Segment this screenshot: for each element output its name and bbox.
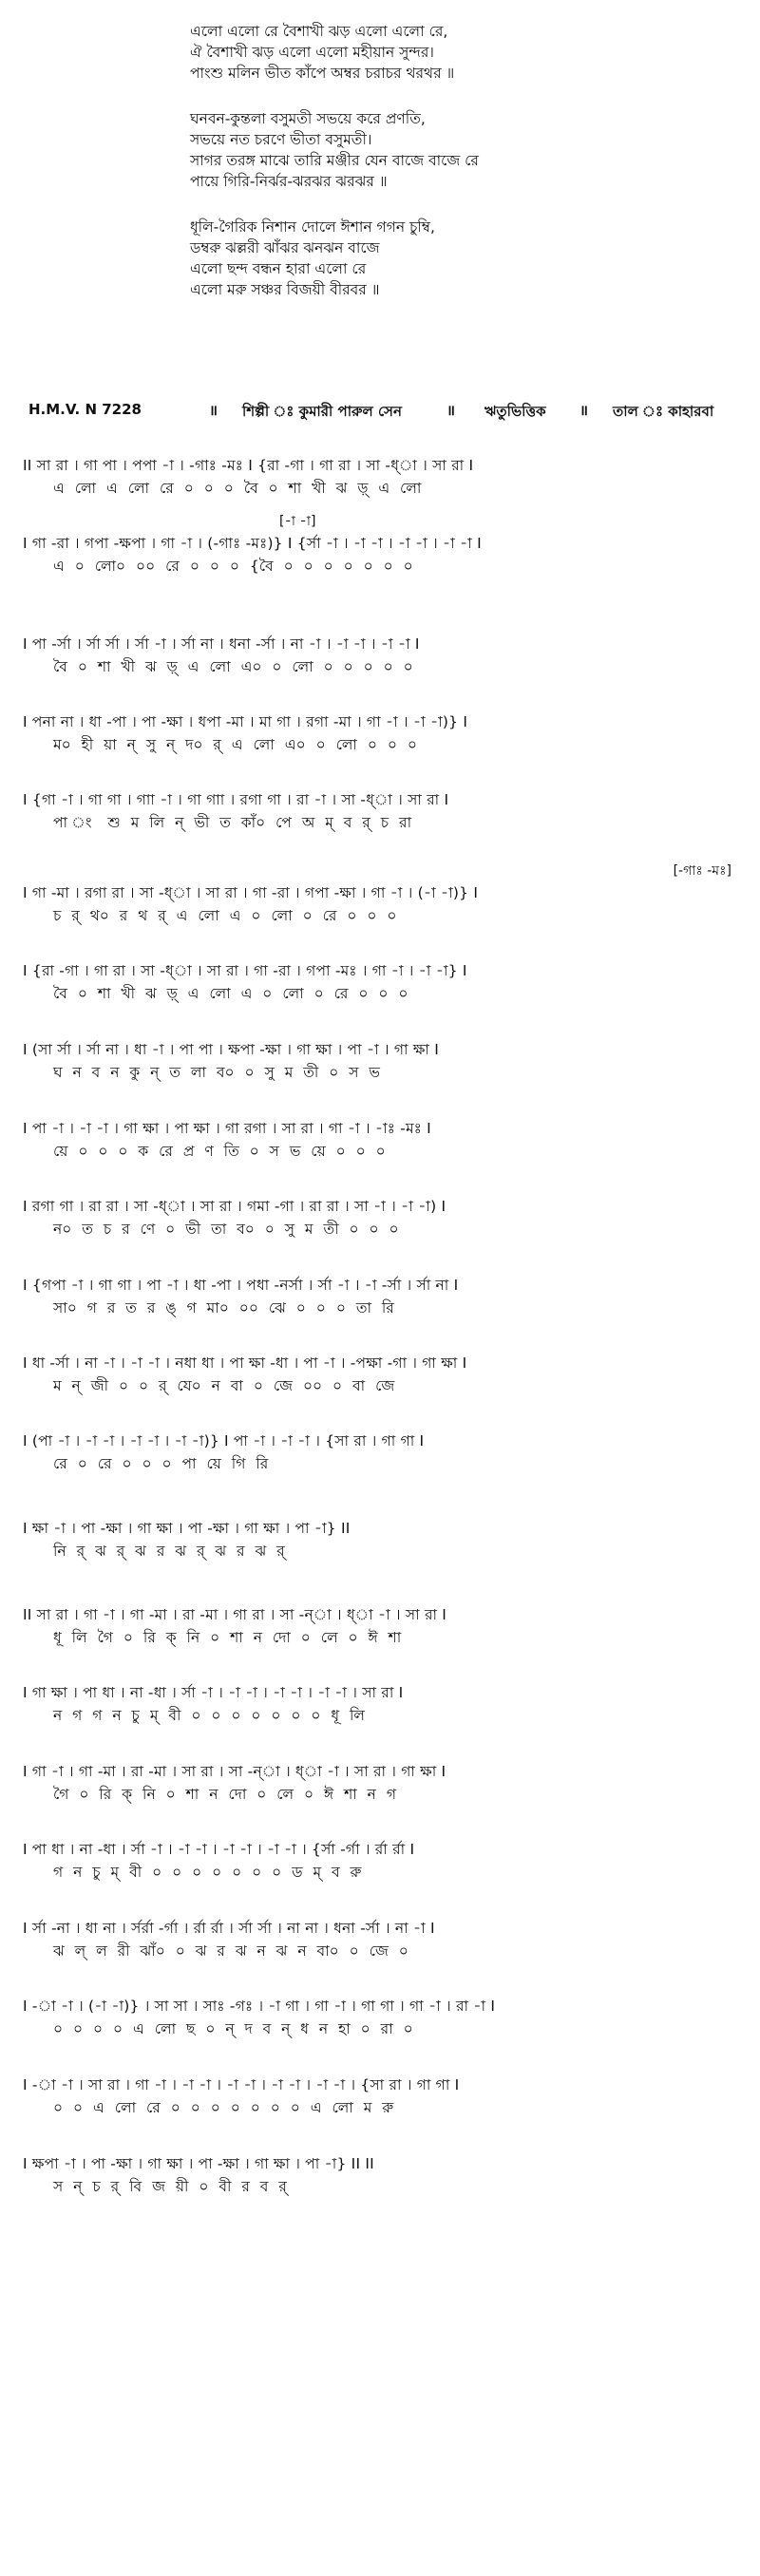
notation-block xyxy=(23,1995,745,2040)
notation-lyric-line: ঘ ন ব ন কু ন্ ত লা ব০ ০ সু ম তী ০ স ভ xyxy=(53,1064,380,1081)
poem-lyrics xyxy=(190,21,722,325)
notation-block xyxy=(23,2074,745,2119)
notation-block xyxy=(23,1681,745,1727)
artist-name: শিল্পী ঃ কুমারী পারুল সেন xyxy=(242,403,402,420)
notation-lyric-line: চ র্ থ০ র থ র্ এ লো এ ০ লো ০ রে ০ ০ ০ xyxy=(53,907,397,924)
poem-line: এলো মরু সঞ্চর বিজয়ী বীরবর ॥ xyxy=(190,281,380,298)
header-separator: ॥ xyxy=(580,402,588,419)
notation-swara-line: I গা -মা । রগা রা । সা -ধ্া । সা রা । গা -রা । গপা -ক্ষা । গা -া । (-া -া)} I xyxy=(23,884,479,901)
notation-swara-line: I -া -া । সা রা । গা -া । -া -া । -া -া । -া -া । -া -া । {সা রা । গা গা I xyxy=(23,2076,460,2093)
notation-lyric-line: ন গ গ ন চু ম্ বী ০ ০ ০ ০ ০ ০ ০ ধূ লি xyxy=(53,1707,365,1724)
poem-stanza-2 xyxy=(190,108,722,192)
notation-lyric-line: রে ০ রে ০ ০ ০ পা য়ে গি রি xyxy=(53,1455,269,1472)
notation-block xyxy=(23,788,745,834)
notation-swara-line: II সা রা । গা -া । গা -মা । রা -মা । গা রা । সা -ন্া । ধ্া -া । সা রা I xyxy=(23,1606,447,1623)
notation-block xyxy=(23,1760,745,1806)
notation-swara-line: I পা -র্সা । র্সা র্সা । র্সা -া । র্সা না । ধনা -র্সা । না -া । -া -া । -া -া I xyxy=(23,635,420,653)
poem-stanza-1 xyxy=(190,21,722,84)
poem-line: এলো ছন্দ বন্ধন হারা এলো রে xyxy=(190,260,367,277)
notation-block xyxy=(23,1838,745,1884)
notation-block xyxy=(23,511,745,578)
notation-swara-line: I গা ক্ষা । পা ধা । না -ধা । র্সা -া । -া -া । -া -া । -া -া । সা রা I xyxy=(23,1684,404,1701)
notation-block xyxy=(23,1195,745,1241)
poem-line: ঐ বৈশাখী ঝড় এলো এলো মহীয়ান সুন্দর। xyxy=(190,44,434,61)
notation-lyric-line: ০ ০ ০ ০ এ লো ছ ০ ন্ দ ব ন্ ধ ন হা ০ রা ০ xyxy=(53,2020,413,2037)
notation-block xyxy=(23,1352,745,1397)
notation-block xyxy=(23,710,745,756)
notation-block xyxy=(23,2152,745,2198)
notation-block xyxy=(23,454,745,500)
notation-block xyxy=(23,1274,745,1319)
notation-swara-line: I গা -া । গা -মা । রা -মা । সা রা । সা -ন্া । ধ্া -া । সা রা । গা ক্ষা I xyxy=(23,1763,446,1780)
notation-swara-line: I ক্ষপা -া । পা -ক্ষা । গা ক্ষা । পা -ক্ষা । গা ক্ষা । পা -া} II II xyxy=(23,2155,374,2172)
notation-swara-line: I (পা -া । -া -া । -া -া । -া -া)} I পা -া । -া -া । {সা রা । গা গা I xyxy=(23,1432,425,1449)
notation-lyric-line: নি র্ ঝ র্ ঝ র ঝ র্ ঝ র ঝ র্ xyxy=(53,1543,285,1560)
song-header xyxy=(28,401,741,424)
notation-swara-line: I -া -া । (-া -া)} । সা সা । সাঃ -গঃ । -া গা । গা -া । গা গা । গা -া । রা -া I xyxy=(23,1998,496,2015)
notation-lyric-line: ধূ লি গৈ ০ রি ক্ নি ০ শা ন দো ০ লে ০ ঈ শা xyxy=(53,1629,402,1646)
notation-lyric-line: ম০ হী য়া ন্ সু ন্ দ০ র্ এ লো এ০ ০ লো ০ ০ ০ xyxy=(53,736,417,753)
notation-lyric-line: য়ে ০ ০ ০ ক রে প্র ণ তি ০ স ভ য়ে ০ ০ ০ xyxy=(53,1143,386,1160)
notation-annotation: [-া -া] xyxy=(279,514,316,529)
notation-lyric-line: সা০ গ র ত র ঙ্ গ মা০ ০০ ঝে ০ ০ ০ তা রি xyxy=(53,1299,394,1316)
notation-swara-line: I পনা না । ধা -পা । পা -ক্ষা । ধপা -মা । মা গা । রগা -মা । গা -া । -া -া)} I xyxy=(23,713,468,730)
notation-lyric-line: পা ং শু ম লি ন্ ভী ত কাঁ০ পে অ ম্ ব র্ চ রা xyxy=(53,814,412,831)
notation-lyric-line: গৈ ০ রি ক্ নি ০ শা ন দো ০ লে ০ ঈ শা ন গ xyxy=(53,1786,397,1803)
notation-swara-line: I রগা গা । রা রা । সা -ধ্া । সা রা । গমা -গা । রা রা । সা -া । -া -া) I xyxy=(23,1198,446,1215)
notation-swara-line: I পা -া । -া -া । গা ক্ষা । পা ক্ষা । গা রগা । সা রা । গা -া । -াঃ -মঃ I xyxy=(23,1120,431,1137)
notation-swara-line: I {গা -া । গা গা । গাা -া । গা গাা । রগা গা । রা -া । সা -ধ্া । সা রা I xyxy=(23,791,449,808)
notation-lyric-line: ঝ ল্ ল রী ঝাঁ০ ০ ঝ র ঝ ন ঝ ন বা০ ০ জে ০ xyxy=(53,1942,408,1960)
notation-annotation: [-গাঃ -মঃ] xyxy=(673,863,732,879)
notation-lyric-line: ন০ ত চ র ণে ০ ভী তা ব০ ০ সু ম তী ০ ০ ০ xyxy=(53,1221,399,1238)
notation-lyric-line: এ ০ লো০ ০০ রে ০ ০ ০ {বৈ ০ ০ ০ ০ ০ ০ ০ xyxy=(53,558,413,575)
poem-stanza-3 xyxy=(190,217,722,300)
record-number: H.M.V. N 7228 xyxy=(28,401,142,418)
notation-block xyxy=(23,959,745,1005)
notation-block xyxy=(23,1117,745,1163)
notation-block xyxy=(23,1603,745,1649)
poem-line: পায়ে গিরি-নির্ঝর-ঝরঝর ঝরঝর ॥ xyxy=(190,173,388,190)
notation-block xyxy=(23,861,745,927)
notation-block xyxy=(23,633,745,678)
notation-block xyxy=(23,1517,745,1563)
header-separator: ॥ xyxy=(446,402,455,419)
notation-swara-line: I ক্ষা -া । পা -ক্ষা । গা ক্ষা । পা -ক্ষা । গা ক্ষা । পা -া} II xyxy=(23,1520,351,1537)
notation-swara-line: I গা -রা । গপা -ক্ষপা । গা -া । (-গাঃ -মঃ)} I {র্সা -া । -া -া । -া -া । -া -া I xyxy=(23,535,482,552)
notation-swara-line: I (সা র্সা । র্সা না । ধা -া । পা পা । ক্ষপা -ক্ষা । গা ক্ষা । পা -া । গা ক্ষা I xyxy=(23,1041,439,1058)
notation-lyric-line: গ ন চু ম্ বী ০ ০ ০ ০ ০ ০ ০ ড ম্ ব রু xyxy=(53,1864,362,1881)
notation-swara-line: I {গপা -া । গা গা । পা -া । ধা -পা । পধা -নর্সা । র্সা -া । -া -র্সা । র্সা না I xyxy=(23,1277,459,1294)
poem-line: ধূলি-গৈরিক নিশান দোলে ঈশান গগন চুম্বি, xyxy=(190,218,435,236)
poem-line: সভয়ে নত চরণে ভীতা বসুমতী। xyxy=(190,131,372,148)
poem-line: ডম্বরু ঝল্লরী ঝাঁঝর ঝনঝন বাজে xyxy=(190,239,380,256)
notation-lyric-line: বৈ ০ শা খী ঝ ড়্ এ লো এ ০ লো ০ রে ০ ০ ০ xyxy=(53,985,408,1002)
poem-line: এলো এলো রে বৈশাখী ঝড় এলো এলো রে, xyxy=(190,23,448,40)
notation-swara-line: I পা ধা । না -ধা । র্সা -া । -া -া । -া -া । -া -া । {র্সা -র্গা । র্রা র্রা I xyxy=(23,1841,415,1858)
poem-line: ঘনবন-কুন্তলা বসুমতী সভয়ে করে প্রণতি, xyxy=(190,110,426,127)
header-separator: ॥ xyxy=(209,402,218,419)
notation-lyric-line: বৈ ০ শা খী ঝ ড়্ এ লো এ০ ০ লো ০ ০ ০ ০ ০ xyxy=(53,658,413,675)
notation-swara-line: I র্সা -না । ধা না । র্সর্রা -র্গা । র্রা র্রা । র্সা র্সা । না না । ধনা -র্সা । না -া I xyxy=(23,1920,435,1937)
notation-block xyxy=(23,1430,745,1475)
poem-line: সাগর তরঙ্গ মাঝে তারি মঞ্জীর যেন বাজে বাজে রে xyxy=(190,152,479,169)
notation-lyric-line: ০ ০ এ লো রে ০ ০ ০ ০ ০ ০ ০ এ লো ম রু xyxy=(53,2099,394,2116)
taal-name: তাল ঃ কাহারবা xyxy=(613,403,714,420)
notation-swara-line: I {রা -গা । গা রা । সা -ধ্া । সা রা । গা -রা । গপা -মঃ । গা -া । -া -া} I xyxy=(23,962,467,979)
notation-lyric-line: ম ন্ জী ০ ০ র্ যে০ ন বা ০ জে ০০ ০ বা জে xyxy=(53,1377,395,1394)
notation-swara-line: I ধা -র্সা । না -া । -া -া । নধা ধা । পা ক্ষা -ধা । পা -া । -পক্ষা -গা । গা ক্ষা I xyxy=(23,1354,467,1372)
notation-lyric-line: স ন্ চ র্ বি জ য়ী ০ বী র ব র্ xyxy=(53,2178,287,2195)
notation-block xyxy=(23,1917,745,1962)
notation-lyric-line: এ লো এ লো রে ০ ০ ০ বৈ ০ শা খী ঝ ড়্ এ লো xyxy=(53,480,422,497)
song-category: ঋতুভিত্তিক xyxy=(484,403,546,420)
notation-swara-line: II সা রা । গা পা । পপা -া । -গাঃ -মঃ I {রা -গা । গা রা । সা -ধ্া । সা রা I xyxy=(23,457,474,474)
notation-block xyxy=(23,1038,745,1084)
poem-line: পাংশু মলিন ভীত কাঁপে অম্বর চরাচর থরথর ॥ xyxy=(190,65,455,82)
